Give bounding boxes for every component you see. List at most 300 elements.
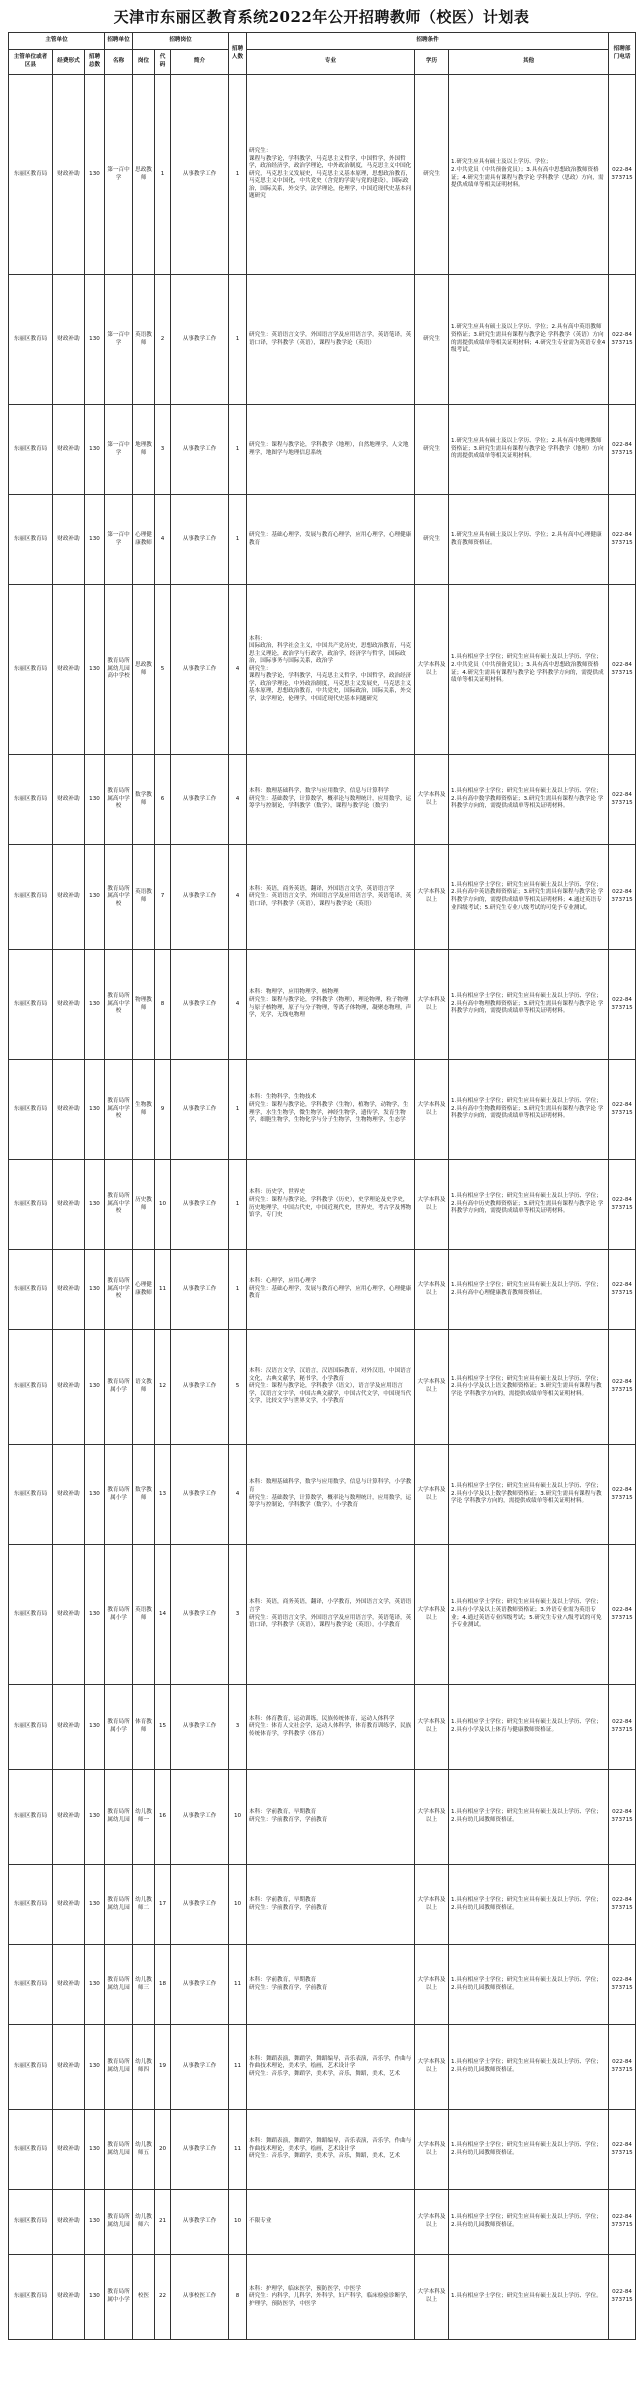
code-cell: 7: [155, 845, 171, 950]
phone-cell: 022-84373715: [609, 950, 636, 1060]
unit-cell: 教育局所属高中学校: [105, 1250, 133, 1330]
major-cell: 研究生：英语语言文学，外国语言学及应用语言学，英语笔译，英语口译，学科教学（英语），课程与教学论（英语）: [247, 275, 415, 405]
dept-cell: 东丽区教育局: [9, 1770, 53, 1865]
funding-cell: 财政补助: [53, 2255, 85, 2340]
desc-cell: 从事教学工作: [171, 1685, 229, 1770]
unit-cell: 教育局所属高中学校: [105, 845, 133, 950]
desc-cell: 从事教学工作: [171, 845, 229, 950]
edu-cell: 大学本科及以上: [415, 1445, 449, 1545]
header-post-desc: 简介: [171, 50, 229, 75]
major-cell: 不限专业: [247, 2190, 415, 2255]
table-row: [9, 1865, 636, 1945]
dept-cell: 东丽区教育局: [9, 950, 53, 1060]
edu-cell: 研究生: [415, 75, 449, 275]
code-cell: 2: [155, 275, 171, 405]
edu-cell: 研究生: [415, 495, 449, 585]
phone-cell: 022-84373715: [609, 2110, 636, 2190]
funding-cell: 财政补助: [53, 275, 85, 405]
code-cell: 5: [155, 585, 171, 755]
table-row: [9, 1250, 636, 1330]
funding-cell: 财政补助: [53, 495, 85, 585]
major-cell: 本科：生物科学，生物技术 研究生：课程与教学论，学科教学（生物），植物学，动物学，生理学，水生生物学，微生物学，神经生物学，遗传学，发育生物学，细胞生物学，生物化学与分子生物学，生物物理学，生态学: [247, 1060, 415, 1160]
other-cell: 1.具有相应学士学位；研究生应具有硕士及以上学历、学位；2.具有高中物理教师资格证；3.研究生需具有课程与教学论 学科教学方向的，需提供成绩单等相关证明材料。: [449, 950, 609, 1060]
total-cell: 130: [85, 2190, 105, 2255]
major-cell: 本科：舞蹈表演，舞蹈学，舞蹈编导，音乐表演，音乐学，作曲与作曲技术理论，美术学，绘画，艺术设计学 研究生：音乐学，舞蹈学，美术学，音乐，舞蹈，美术，艺术: [247, 2025, 415, 2110]
table-row: [9, 1445, 636, 1545]
funding-cell: 财政补助: [53, 1445, 85, 1545]
other-cell: 1.研究生应具有硕士及以上学历、学位；2.具有高中英语教师资格证；3.研究生需具有课程与教学论 学科教学（英语）方向的需提供成绩单等相关证明材料；4.研究生专业需为英语专业4级考试。: [449, 275, 609, 405]
phone-cell: 022-84373715: [609, 845, 636, 950]
funding-cell: 财政补助: [53, 585, 85, 755]
desc-cell: 从事教学工作: [171, 495, 229, 585]
major-cell: 本科：汉语言文学，汉语言，汉语国际教育，对外汉语，中国语言文化，古典文献学，秘书学，小学教育 研究生：课程与教学论，学科教学（语文），语言学及应用语言学，汉语言文字学，中国古典文献学，中国古代文学，中国现当代文学，比较文学与世界文学，小学教育: [247, 1330, 415, 1445]
post-cell: 心理健康教师: [133, 495, 155, 585]
code-cell: 17: [155, 1865, 171, 1945]
table-row: [9, 1945, 636, 2025]
other-cell: 1.具有相应学士学位；研究生应具有硕士及以上学历、学位；2.具有幼儿园教师资格证。: [449, 1945, 609, 2025]
major-cell: 研究生：基础心理学，发展与教育心理学，应用心理学，心理健康教育: [247, 495, 415, 585]
unit-cell: 教育局所属幼儿园: [105, 2190, 133, 2255]
count-cell: 1: [229, 1250, 247, 1330]
desc-cell: 从事教学工作: [171, 405, 229, 495]
desc-cell: 从事教学工作: [171, 275, 229, 405]
phone-cell: 022-84373715: [609, 1545, 636, 1685]
table-row: [9, 1160, 636, 1250]
funding-cell: 财政补助: [53, 950, 85, 1060]
header-row-columns: [9, 50, 636, 75]
major-cell: 本科：数理基础科学，数学与应用数学，信息与计算科学，小学教育 研究生：基础数学，计算数学，概率论与数理统计，应用数学，运筹学与控制论，学科教学（数学），小学教育: [247, 1445, 415, 1545]
unit-cell: 教育局所属小学: [105, 1330, 133, 1445]
total-cell: 130: [85, 2110, 105, 2190]
edu-cell: 大学本科及以上: [415, 1865, 449, 1945]
table-row: [9, 275, 636, 405]
code-cell: 1: [155, 75, 171, 275]
dept-cell: 东丽区教育局: [9, 1330, 53, 1445]
other-cell: 1.具有相应学士学位；研究生应具有硕士及以上学历、学位；2.中共党员（中共预备党员）；3.具有高中思想政治教师资格证；4.研究生需具有课程与教学论 学科教学方向的，需提供成绩单等相关证明材料。: [449, 585, 609, 755]
unit-cell: 教育局所属小学: [105, 1445, 133, 1545]
code-cell: 4: [155, 495, 171, 585]
total-cell: 130: [85, 1330, 105, 1445]
desc-cell: 从事教学工作: [171, 2110, 229, 2190]
table-row: [9, 2190, 636, 2255]
total-cell: 130: [85, 1060, 105, 1160]
header-edu: 学历: [415, 50, 449, 75]
desc-cell: 从事教学工作: [171, 1770, 229, 1865]
unit-cell: 教育局所属幼儿园: [105, 1770, 133, 1865]
table-row: [9, 755, 636, 845]
code-cell: 8: [155, 950, 171, 1060]
total-cell: 130: [85, 755, 105, 845]
code-cell: 18: [155, 1945, 171, 2025]
desc-cell: 从事教学工作: [171, 1250, 229, 1330]
desc-cell: 从事教学工作: [171, 755, 229, 845]
funding-cell: 财政补助: [53, 1330, 85, 1445]
total-cell: 130: [85, 495, 105, 585]
unit-cell: 第一百中学: [105, 75, 133, 275]
post-cell: 幼儿教师三: [133, 1945, 155, 2025]
post-cell: 体育教师: [133, 1685, 155, 1770]
code-cell: 9: [155, 1060, 171, 1160]
other-cell: 1.研究生应具有硕士及以上学历、学位；2.具有高中地理教师资格证；3.研究生需具有课程与教学论 学科教学（地理）方向的需提供成绩单等相关证明材料。: [449, 405, 609, 495]
count-cell: 1: [229, 405, 247, 495]
post-cell: 数学教师: [133, 755, 155, 845]
post-cell: 幼儿教师四: [133, 2025, 155, 2110]
header-funding: 经费形式: [53, 50, 85, 75]
header-unit-name: 名称: [105, 50, 133, 75]
unit-cell: 教育局所属高中学校: [105, 755, 133, 845]
desc-cell: 从事教学工作: [171, 1545, 229, 1685]
funding-cell: 财政补助: [53, 1865, 85, 1945]
edu-cell: 大学本科及以上: [415, 1545, 449, 1685]
header-group-dept: 主管单位: [9, 33, 105, 50]
total-cell: 130: [85, 1445, 105, 1545]
table-row: [9, 1685, 636, 1770]
other-cell: 1.具有相应学士学位；研究生应具有硕士及以上学历、学位；2.具有高中心理健康教育教师资格证。: [449, 1250, 609, 1330]
code-cell: 15: [155, 1685, 171, 1770]
document-title: 天津市东丽区教育系统2022年公开招聘教师（校医）计划表: [113, 8, 530, 26]
total-cell: 130: [85, 75, 105, 275]
desc-cell: 从事教学工作: [171, 75, 229, 275]
dept-cell: 东丽区教育局: [9, 845, 53, 950]
header-major: 专业: [247, 50, 415, 75]
dept-cell: 东丽区教育局: [9, 1545, 53, 1685]
phone-cell: 022-84373715: [609, 1330, 636, 1445]
count-cell: 3: [229, 1545, 247, 1685]
funding-cell: 财政补助: [53, 1160, 85, 1250]
other-cell: 1.具有相应学士学位；研究生应具有硕士及以上学历、学位；2.具有高中历史教师资格证；3.研究生需具有课程与教学论 学科教学方向的，需提供成绩单等相关证明材料。: [449, 1160, 609, 1250]
table-row: [9, 75, 636, 275]
desc-cell: 从事教学工作: [171, 1330, 229, 1445]
post-cell: 幼儿教师五: [133, 2110, 155, 2190]
major-cell: 研究生：课程与教学论，学科教学（地理），自然地理学，人文地理学，地图学与地理信息系统: [247, 405, 415, 495]
post-cell: 英语教师: [133, 275, 155, 405]
total-cell: 130: [85, 585, 105, 755]
post-cell: 思政教师: [133, 75, 155, 275]
other-cell: 1.研究生应具有硕士及以上学历、学位；2.具有高中心理健康教育教师资格证。: [449, 495, 609, 585]
table-row: [9, 950, 636, 1060]
major-cell: 本科：数理基础科学，数学与应用数学，信息与计算科学 研究生：基础数学，计算数学，概率论与数理统计，应用数学，运筹学与控制论，学科教学（数学），课程与教学论（数学）: [247, 755, 415, 845]
funding-cell: 财政补助: [53, 405, 85, 495]
post-cell: 历史教师: [133, 1160, 155, 1250]
code-cell: 12: [155, 1330, 171, 1445]
phone-cell: 022-84373715: [609, 1250, 636, 1330]
count-cell: 8: [229, 2255, 247, 2340]
unit-cell: 教育局所属幼儿园高中学校: [105, 585, 133, 755]
count-cell: 11: [229, 2025, 247, 2110]
post-cell: 物理教师: [133, 950, 155, 1060]
phone-cell: 022-84373715: [609, 495, 636, 585]
post-cell: 幼儿教师六: [133, 2190, 155, 2255]
dept-cell: 东丽区教育局: [9, 75, 53, 275]
unit-cell: 第一百中学: [105, 405, 133, 495]
major-cell: 本科：护理学，临床医学，预防医学，中医学 研究生：内科学，儿科学，外科学，妇产科学，临床检验诊断学，护理学，预防医学，中医学: [247, 2255, 415, 2340]
desc-cell: 从事教学工作: [171, 1865, 229, 1945]
dept-cell: 东丽区教育局: [9, 1865, 53, 1945]
other-cell: 1.具有相应学士学位；研究生应具有硕士及以上学历、学位；2.具有小学及以上语文教师资格证；3.研究生需具有课程与教学论 学科教学方向的，需提供成绩单等相关证明材料。: [449, 1330, 609, 1445]
dept-cell: 东丽区教育局: [9, 1250, 53, 1330]
post-cell: 地理教师: [133, 405, 155, 495]
table-row: [9, 1330, 636, 1445]
dept-cell: 东丽区教育局: [9, 2190, 53, 2255]
funding-cell: 财政补助: [53, 845, 85, 950]
count-cell: 10: [229, 1865, 247, 1945]
funding-cell: 财政补助: [53, 1060, 85, 1160]
major-cell: 本科：学前教育，早期教育 研究生：学前教育学，学前教育: [247, 1945, 415, 2025]
phone-cell: 022-84373715: [609, 1770, 636, 1865]
count-cell: 11: [229, 1945, 247, 2025]
other-cell: 1.具有相应学士学位；研究生应具有硕士及以上学历、学位；2.具有幼儿园教师资格证。: [449, 2110, 609, 2190]
major-cell: 本科：学前教育，早期教育 研究生：学前教育学，学前教育: [247, 1865, 415, 1945]
funding-cell: 财政补助: [53, 2025, 85, 2110]
edu-cell: 大学本科及以上: [415, 755, 449, 845]
count-cell: 4: [229, 585, 247, 755]
table-row: [9, 2255, 636, 2340]
code-cell: 16: [155, 1770, 171, 1865]
dept-cell: 东丽区教育局: [9, 2025, 53, 2110]
dept-cell: 东丽区教育局: [9, 1945, 53, 2025]
count-cell: 11: [229, 2110, 247, 2190]
unit-cell: 教育局所属中小学: [105, 2255, 133, 2340]
other-cell: 1.具有相应学士学位；研究生应具有硕士及以上学历、学位；2.具有幼儿园教师资格证。: [449, 2025, 609, 2110]
header-post-name: 岗位: [133, 50, 155, 75]
edu-cell: 大学本科及以上: [415, 1250, 449, 1330]
phone-cell: 022-84373715: [609, 2025, 636, 2110]
funding-cell: 财政补助: [53, 755, 85, 845]
edu-cell: 大学本科及以上: [415, 1060, 449, 1160]
other-cell: 1.具有相应学士学位；研究生应具有硕士及以上学历、学位；2.具有小学及以上英语教师资格证；3.外语专业需为英语专业；4.通过英语专业四级考试；5.研究生专业八级考试的可免予专业测试。: [449, 1545, 609, 1685]
unit-cell: 教育局所属幼儿园: [105, 1945, 133, 2025]
code-cell: 14: [155, 1545, 171, 1685]
code-cell: 13: [155, 1445, 171, 1545]
desc-cell: 从事教学工作: [171, 1160, 229, 1250]
unit-cell: 第一百中学: [105, 275, 133, 405]
other-cell: 1.具有相应学士学位；研究生应具有硕士及以上学历、学位；2.具有幼儿园教师资格证。: [449, 1865, 609, 1945]
edu-cell: 大学本科及以上: [415, 1770, 449, 1865]
count-cell: 5: [229, 1330, 247, 1445]
edu-cell: 大学本科及以上: [415, 1945, 449, 2025]
table-row: [9, 2110, 636, 2190]
edu-cell: 研究生: [415, 275, 449, 405]
header-total: 招聘总数: [85, 50, 105, 75]
dept-cell: 东丽区教育局: [9, 405, 53, 495]
header-group-cond: 招聘条件: [247, 33, 609, 50]
table-row: [9, 2025, 636, 2110]
other-cell: 1.具有相应学士学位；研究生应具有硕士及以上学历、学位；2.具有幼儿园教师资格证。: [449, 1770, 609, 1865]
funding-cell: 财政补助: [53, 1770, 85, 1865]
dept-cell: 东丽区教育局: [9, 755, 53, 845]
post-cell: 幼儿教师一: [133, 1770, 155, 1865]
dept-cell: 东丽区教育局: [9, 275, 53, 405]
unit-cell: 教育局所属小学: [105, 1685, 133, 1770]
code-cell: 22: [155, 2255, 171, 2340]
table-row: [9, 585, 636, 755]
edu-cell: 大学本科及以上: [415, 2255, 449, 2340]
desc-cell: 从事教学工作: [171, 1445, 229, 1545]
header-group-unit: 招聘单位: [105, 33, 133, 50]
post-cell: 英语教师: [133, 845, 155, 950]
table-row: [9, 405, 636, 495]
phone-cell: 022-84373715: [609, 2190, 636, 2255]
code-cell: 21: [155, 2190, 171, 2255]
post-cell: 数学教师: [133, 1445, 155, 1545]
phone-cell: 022-84373715: [609, 585, 636, 755]
other-cell: 1.具有相应学士学位；研究生应具有硕士及以上学历、学位；2.具有小学及以上数学教师资格证；3.研究生需具有课程与教学论 学科教学方向的，需提供成绩单等相关证明材料。: [449, 1445, 609, 1545]
funding-cell: 财政补助: [53, 2110, 85, 2190]
count-cell: 3: [229, 1685, 247, 1770]
other-cell: 1.具有相应学士学位；研究生应具有硕士及以上学历、学位；2.具有小学及以上体育与健康教师资格证。: [449, 1685, 609, 1770]
count-cell: 4: [229, 950, 247, 1060]
phone-cell: 022-84373715: [609, 275, 636, 405]
total-cell: 130: [85, 1685, 105, 1770]
count-cell: 1: [229, 495, 247, 585]
major-cell: 本科：心理学，应用心理学 研究生：基础心理学，发展与教育心理学，应用心理学，心理健康教育: [247, 1250, 415, 1330]
funding-cell: 财政补助: [53, 1685, 85, 1770]
funding-cell: 财政补助: [53, 1250, 85, 1330]
header-row-groups: [9, 33, 636, 50]
other-cell: 1.具有相应学士学位；研究生应具有硕士及以上学历、学位；2.具有高中数学教师资格证；3.研究生需具有课程与教学论 学科教学方向的，需提供成绩单等相关证明材料。: [449, 755, 609, 845]
unit-cell: 教育局所属小学: [105, 1545, 133, 1685]
header-other: 其他: [449, 50, 609, 75]
other-cell: 1.具有相应学士学位；研究生应具有硕士及以上学历、学位。: [449, 2255, 609, 2340]
unit-cell: 教育局所属高中学校: [105, 1060, 133, 1160]
count-cell: 1: [229, 275, 247, 405]
count-cell: 10: [229, 2190, 247, 2255]
code-cell: 6: [155, 755, 171, 845]
dept-cell: 东丽区教育局: [9, 1160, 53, 1250]
desc-cell: 从事教学工作: [171, 2190, 229, 2255]
edu-cell: 大学本科及以上: [415, 1685, 449, 1770]
code-cell: 3: [155, 405, 171, 495]
phone-cell: 022-84373715: [609, 405, 636, 495]
recruitment-plan-table: [8, 32, 636, 2340]
edu-cell: 大学本科及以上: [415, 2025, 449, 2110]
edu-cell: 大学本科及以上: [415, 585, 449, 755]
other-cell: 1.具有相应学士学位；研究生应具有硕士及以上学历、学位；2.具有高中生物教师资格证；3.研究生需具有课程与教学论 学科教学方向的，需提供成绩单等相关证明材料。: [449, 1060, 609, 1160]
post-cell: 语文教师: [133, 1330, 155, 1445]
total-cell: 130: [85, 275, 105, 405]
table-row: [9, 495, 636, 585]
code-cell: 11: [155, 1250, 171, 1330]
desc-cell: 从事教学工作: [171, 2025, 229, 2110]
unit-cell: 教育局所属高中学校: [105, 950, 133, 1060]
major-cell: 本科：舞蹈表演，舞蹈学，舞蹈编导，音乐表演，音乐学，作曲与作曲技术理论，美术学，绘画，艺术设计学 研究生：音乐学，舞蹈学，美术学，音乐，舞蹈，美术，艺术: [247, 2110, 415, 2190]
dept-cell: 东丽区教育局: [9, 1685, 53, 1770]
other-cell: 1.具有相应学士学位；研究生应具有硕士及以上学历、学位；2.具有高中英语教师资格证；3.研究生需具有课程与教学论 学科教学方向的，需提供成绩单等相关证明材料；4.通过英语专业四级考试；5.研究生专业八级考试的可免予专业测试。: [449, 845, 609, 950]
phone-cell: 022-84373715: [609, 1060, 636, 1160]
edu-cell: 大学本科及以上: [415, 1330, 449, 1445]
total-cell: 130: [85, 950, 105, 1060]
major-cell: 本科：体育教育，运动训练，民族传统体育，运动人体科学 研究生：体育人文社会学，运动人体科学，体育教育训练学，民族传统体育学，学科教学（体育）: [247, 1685, 415, 1770]
code-cell: 20: [155, 2110, 171, 2190]
unit-cell: 教育局所属幼儿园: [105, 2110, 133, 2190]
post-cell: 英语教师: [133, 1545, 155, 1685]
edu-cell: 大学本科及以上: [415, 2190, 449, 2255]
major-cell: 本科：物理学，应用物理学，核物理 研究生：课程与教学论，学科教学（物理），理论物理，粒子物理与原子核物理，原子与分子物理，等离子体物理，凝聚态物理，声学，光学，无线电物理: [247, 950, 415, 1060]
post-cell: 心理健康教师: [133, 1250, 155, 1330]
desc-cell: 从事教学工作: [171, 950, 229, 1060]
total-cell: 130: [85, 845, 105, 950]
major-cell: 本科：英语，商务英语，翻译，小学教育，外国语言文学，英语语言学 研究生：英语语言文学，外国语言学及应用语言学，英语笔译，英语口译，学科教学（英语），课程与教学论（英语），小学教育: [247, 1545, 415, 1685]
funding-cell: 财政补助: [53, 1545, 85, 1685]
unit-cell: 教育局所属幼儿园: [105, 1865, 133, 1945]
post-cell: 生物教师: [133, 1060, 155, 1160]
count-cell: 4: [229, 1445, 247, 1545]
funding-cell: 财政补助: [53, 2190, 85, 2255]
code-cell: 19: [155, 2025, 171, 2110]
dept-cell: 东丽区教育局: [9, 1445, 53, 1545]
header-phone: 招聘部门电话: [609, 33, 636, 75]
table-row: [9, 845, 636, 950]
count-cell: 1: [229, 1060, 247, 1160]
phone-cell: 022-84373715: [609, 755, 636, 845]
total-cell: 130: [85, 1945, 105, 2025]
post-cell: 思政教师: [133, 585, 155, 755]
dept-cell: 东丽区教育局: [9, 585, 53, 755]
header-count: 招聘人数: [229, 33, 247, 75]
unit-cell: 教育局所属幼儿园: [105, 2025, 133, 2110]
major-cell: 研究生： 课程与教学论，学科教学，马克思主义哲学，中国哲学，外国哲学，政治经济学，政治学理论，中外政治制度，马克思主义中国化研究，马克思主义发展史，马克思主义基本原理，思想政治教育，马克思主义中国化，中共党史（含党的学说与党的建设），国际政治，国际关系，外交学，法学理论，伦理学，中国近现代史基本问题研究: [247, 75, 415, 275]
desc-cell: 从事校医工作: [171, 2255, 229, 2340]
table-row: [9, 1060, 636, 1160]
header-dept-name: 主管单位或者区县: [9, 50, 53, 75]
phone-cell: 022-84373715: [609, 1945, 636, 2025]
dept-cell: 东丽区教育局: [9, 1060, 53, 1160]
major-cell: 本科： 国际政治，科学社会主义，中国共产党历史，思想政治教育，马克思主义理论，政治学与行政学，政治学，经济学与哲学，国际政治，国际事务与国际关系，政治学 研究生： 课程与教学论，学科教学，马克思主义哲学，中国哲学，政治经济学，政治学理论，中外政治制度，马克思主义发展史，马克思主义基本原理，思想政治教育，中共党史，国际政治，国际关系，外交学，法学理论，伦理学，中国近现代史基本问题研究: [247, 585, 415, 755]
total-cell: 130: [85, 1250, 105, 1330]
desc-cell: 从事教学工作: [171, 585, 229, 755]
major-cell: 本科：学前教育，早期教育 研究生：学前教育学，学前教育: [247, 1770, 415, 1865]
dept-cell: 东丽区教育局: [9, 495, 53, 585]
count-cell: 1: [229, 1160, 247, 1250]
edu-cell: 大学本科及以上: [415, 950, 449, 1060]
edu-cell: 大学本科及以上: [415, 845, 449, 950]
phone-cell: 022-84373715: [609, 2255, 636, 2340]
dept-cell: 东丽区教育局: [9, 2255, 53, 2340]
total-cell: 130: [85, 405, 105, 495]
unit-cell: 教育局所属高中学校: [105, 1160, 133, 1250]
phone-cell: 022-84373715: [609, 1160, 636, 1250]
phone-cell: 022-84373715: [609, 75, 636, 275]
count-cell: 4: [229, 845, 247, 950]
count-cell: 4: [229, 755, 247, 845]
total-cell: 130: [85, 1865, 105, 1945]
total-cell: 130: [85, 1545, 105, 1685]
desc-cell: 从事教学工作: [171, 1945, 229, 2025]
major-cell: 本科：历史学，世界史 研究生：课程与教学论，学科教学（历史），史学理论及史学史，历史地理学，中国古代史，中国近现代史，世界史，考古学及博物馆学，专门史: [247, 1160, 415, 1250]
table-row: [9, 1770, 636, 1865]
desc-cell: 从事教学工作: [171, 1060, 229, 1160]
count-cell: 10: [229, 1770, 247, 1865]
header-group-post: 招聘岗位: [133, 33, 229, 50]
other-cell: 1.具有相应学士学位；研究生应具有硕士及以上学历、学位；2.具有幼儿园教师资格证。: [449, 2190, 609, 2255]
edu-cell: 研究生: [415, 405, 449, 495]
code-cell: 10: [155, 1160, 171, 1250]
edu-cell: 大学本科及以上: [415, 1160, 449, 1250]
funding-cell: 财政补助: [53, 1945, 85, 2025]
phone-cell: 022-84373715: [609, 1685, 636, 1770]
header-post-code: 代码: [155, 50, 171, 75]
total-cell: 130: [85, 2025, 105, 2110]
post-cell: 校医: [133, 2255, 155, 2340]
table-body: [9, 75, 636, 2340]
count-cell: 1: [229, 75, 247, 275]
major-cell: 本科：英语，商务英语，翻译，外国语言文学，英语语言学 研究生：英语语言文学，外国语言学及应用语言学，英语笔译，英语口译，学科教学（英语），课程与教学论（英语）: [247, 845, 415, 950]
total-cell: 130: [85, 1770, 105, 1865]
total-cell: 130: [85, 1160, 105, 1250]
other-cell: 1.研究生应具有硕士及以上学历、学位； 2.中共党员（中共预备党员）；3.具有高中思想政治教师资格证；4.研究生需具有课程与教学论 学科教学（思政）方向，需提供成绩单等相关证明材料。: [449, 75, 609, 275]
post-cell: 幼儿教师二: [133, 1865, 155, 1945]
table-row: [9, 1545, 636, 1685]
